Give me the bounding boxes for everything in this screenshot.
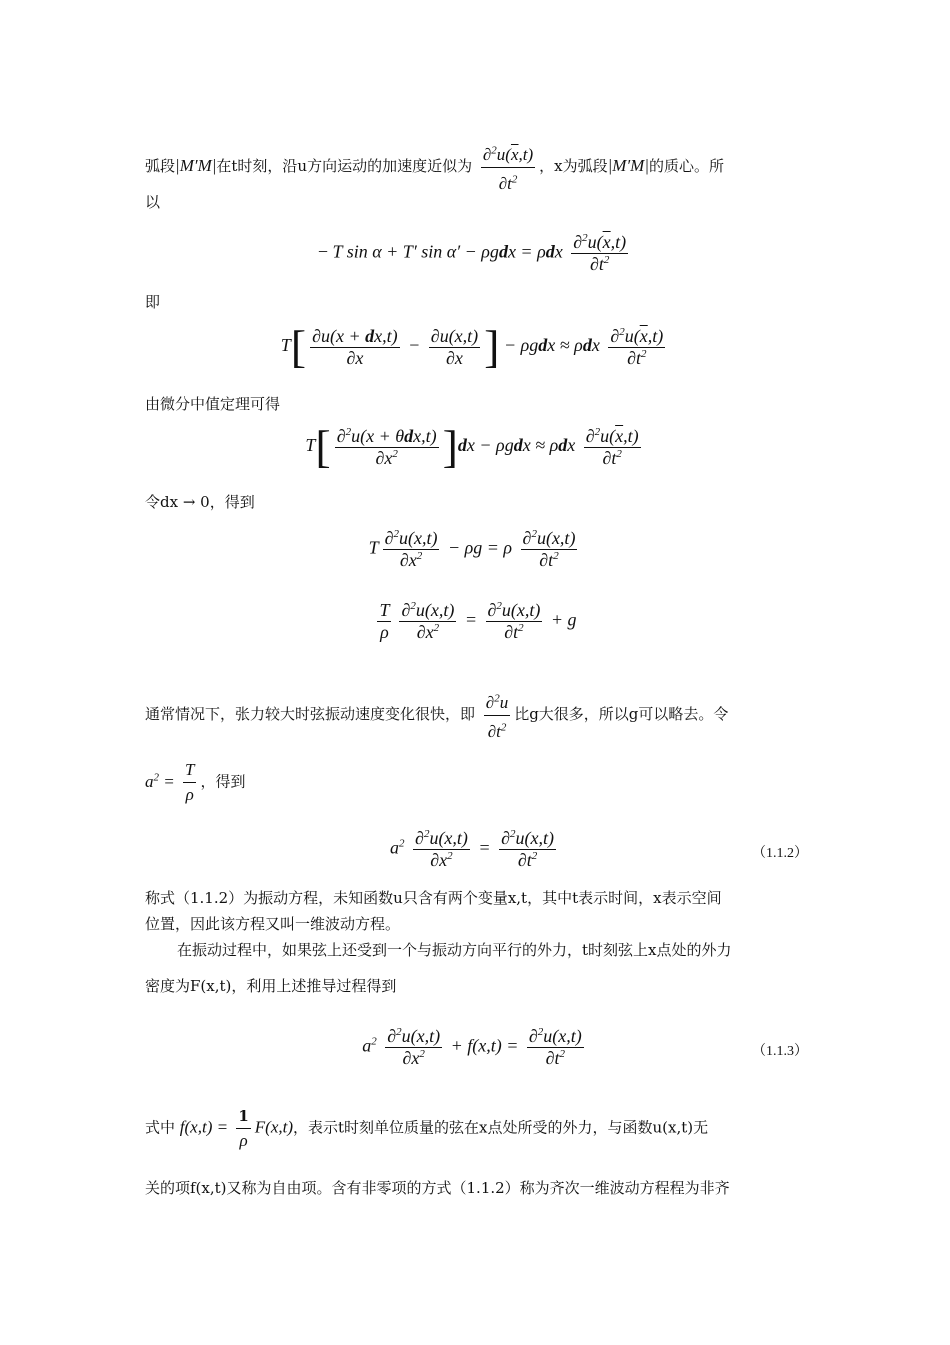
paragraph-continuation: 以 xyxy=(145,193,161,211)
paragraph-external-force-2: 密度为F(x,t)，利用上述推导过程得到 xyxy=(145,977,397,995)
paragraph-limit: 令dx → 0，得到 xyxy=(145,493,255,511)
equation-1: − T sin α + T′ sin α′ − ρgdx = ρdx $\frac{\partial^2u(\overline{x},t)}{\partial t^2}$ xyxy=(317,232,627,274)
paragraph-mean-value: 由微分中值定理可得 xyxy=(145,395,281,413)
text-run: ，表示t时刻单位质量的弦在x点处所受的外力，与函数u(x,t)无 xyxy=(293,1118,709,1137)
paragraph-ji: 即 xyxy=(145,293,161,311)
inline-fraction: $\frac{\partial^2u(\overline{x},t)}{\partial t^2}$ xyxy=(481,138,535,196)
paragraph-a-squared: $a^2$ = $\frac{T}{\rho}$ ，得到 xyxy=(145,760,246,804)
text-run: ，x为弧段 xyxy=(539,157,608,176)
arc-symbol: |M′M| xyxy=(175,156,217,176)
paragraph-tension: 通常情况下，张力较大时弦振动速度变化很快，即 $\frac{\partial^2u}{\partial t^2}$ 比g大很多，所以g可以略去。令 xyxy=(145,686,810,744)
text-run: 的质心。所 xyxy=(649,157,725,176)
text-run: 在t时刻，沿u方向运动的加速度近似为 xyxy=(216,157,473,176)
paragraph-wave-eq-name-2: 位置，因此该方程又叫一维波动方程。 xyxy=(145,915,401,933)
equation-2: T[ $\frac{\partial u(x + dx,t)}{\partial x}$ − $\frac{\partial u(x,t)}{\partial x}$ ] − ρgdx ≈ ρdx $\frac{\partial^2u(\overline{x},t)}{\partial t^2}$ xyxy=(280,321,664,372)
equation-forced-wave: $a^2$ $\frac{\partial^2u(x,t)}{\partial x^2}$ + f(x,t) = $\frac{\partial^2u(x,t)}{\partial t^2}$ xyxy=(362,1026,582,1068)
text-run: 比g大很多，所以g可以略去。令 xyxy=(514,705,729,724)
paragraph-free-term: 关的项f(x,t)又称为自由项。含有非零项的方式（1.1.2）称为齐次一维波动方程程为非齐 xyxy=(145,1179,730,1197)
paragraph-wave-eq-name: 称式（1.1.2）为振动方程，未知函数u只含有两个变量x,t，其中t表示时间，x表示空间 xyxy=(145,889,722,907)
paragraph-external-force: 在振动过程中，如果弦上还受到一个与振动方向平行的外力，t时刻弦上x点处的外力 xyxy=(177,941,732,959)
equation-number: （1.1.2） xyxy=(752,846,808,861)
equation-3: T[ $\frac{\partial^2u(x + \theta dx,t)}{\partial x^2}$ ]dx − ρgdx ≈ ρdx $\frac{\partial^2u(\overline{x},t)}{\partial t^2}$ xyxy=(305,421,639,472)
paragraph-arc-acceleration xyxy=(145,138,810,196)
text-run: ，得到 xyxy=(200,772,246,791)
text-run: 通常情况下，张力较大时弦振动速度变化很快，即 xyxy=(145,705,476,724)
arc-symbol-2: |M′M| xyxy=(607,156,650,176)
equation-wave: $a^2$ $\frac{\partial^2u(x,t)}{\partial x^2}$ = $\frac{\partial^2u(x,t)}{\partial t^2}$ xyxy=(390,828,554,870)
equation-5: $\frac{T}{\rho}$ $\frac{\partial^2u(x,t)}{\partial x^2}$ = $\frac{\partial^2u(x,t)}{\partial t^2}$ + g xyxy=(379,600,577,642)
text-run: 式中 xyxy=(145,1118,176,1137)
equation-4: T $\frac{\partial^2u(x,t)}{\partial x^2}$ − ρg = ρ $\frac{\partial^2u(x,t)}{\partial t^2}$ xyxy=(368,528,576,570)
paragraph-source-term: 式中 f(x,t) = $\frac{1}{\rho}$ F(x,t)，表示t时刻单位质量的弦在x点处所受的外力，与函数u(x,t)无 xyxy=(145,1104,810,1153)
equation-number-2: （1.1.3） xyxy=(752,1044,808,1059)
text-run: 弧段 xyxy=(145,157,176,176)
